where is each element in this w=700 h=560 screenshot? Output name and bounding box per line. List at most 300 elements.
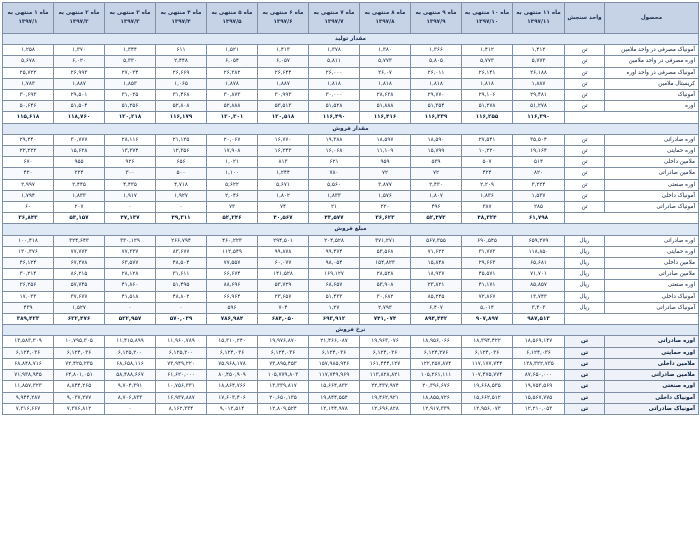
- table-row: [3, 302, 699, 313]
- value-cell: ۱۱۸,۸۵۰: [513, 246, 565, 257]
- value-cell: ۴۱,۸۶۰: [105, 280, 156, 291]
- unit-cell: تن: [565, 78, 605, 89]
- value-cell: ۵,۶۷۸: [3, 56, 54, 67]
- value-cell: ۵۹۶: [207, 302, 258, 313]
- value-cell: ۵,۳۳۰: [105, 56, 156, 67]
- value-cell: ۲۶,۶۴۴: [258, 67, 309, 78]
- value-cell: ۲۶,۳۸۲: [207, 67, 258, 78]
- table-row: [3, 157, 699, 168]
- value-cell: ۳۳۰,۱۲۹: [105, 235, 156, 246]
- value-cell: ۱,۸۰۷: [411, 190, 462, 201]
- column-header: واحد سنجش: [565, 3, 605, 34]
- value-cell: ۱,۵۲۱: [207, 45, 258, 56]
- value-cell: ۱۱,۱۰۹: [360, 146, 411, 157]
- unit-cell: تن: [565, 336, 605, 347]
- value-cell: ۱,۵۳۷: [513, 190, 565, 201]
- value-cell: ۱,۸۵۳: [105, 78, 156, 89]
- value-cell: ۳۰,۶۸۲: [360, 291, 411, 302]
- value-cell: ۵۳,۵۱۳: [258, 101, 309, 112]
- value-cell: ۰: [105, 302, 156, 313]
- table-row: [3, 280, 699, 291]
- unit-cell: ریال: [565, 258, 605, 269]
- value-cell: ۱۱۲,۵۴۹: [207, 246, 258, 257]
- product-name: اوره مصرفی در واحد ملامین: [605, 56, 699, 67]
- value-cell: ۲۳,۸۲۱: [411, 280, 462, 291]
- value-cell: ۳۰,۹۹۳: [258, 90, 309, 101]
- value-cell: ۱,۸۱۸: [411, 78, 462, 89]
- value-cell: ۸۶,۲۱۵: [54, 269, 105, 280]
- value-cell: ۱,۵۷۶: [360, 190, 411, 201]
- value-cell: ۱,۲۴۴: [258, 168, 309, 179]
- value-cell: ۱۸,۵۹۰: [411, 134, 462, 145]
- product-name: اوره حمایتی: [605, 347, 699, 358]
- unit-cell: ریال: [565, 269, 605, 280]
- value-cell: ۱۵,۳۱۰,۲۴۰: [207, 336, 258, 347]
- table-row: [3, 403, 699, 414]
- value-cell: ۷۱,۷۰۱: [513, 269, 565, 280]
- table-row: [3, 258, 699, 269]
- table-row: [3, 90, 699, 101]
- total-value-cell: ۹۸۷,۵۱۳: [513, 314, 565, 325]
- value-cell: ۸۳,۶۷۷: [156, 246, 207, 257]
- value-cell: ۱,۸۸۷: [258, 78, 309, 89]
- total-value-cell: ۴۸,۳۲۴: [462, 213, 513, 224]
- value-cell: ۴۶۰,۲۲۳: [207, 235, 258, 246]
- value-cell: ۹۸,۰۵۴: [309, 258, 360, 269]
- value-cell: ۷۷,۷۷۳: [54, 246, 105, 257]
- value-cell: ۲۶,۱۴۱: [462, 67, 513, 78]
- value-cell: ۲۲,۲۲۲: [3, 146, 54, 157]
- value-cell: ۱,۲۵۸: [3, 45, 54, 56]
- value-cell: ۱۶,۹۳۷,۸۸۷: [156, 392, 207, 403]
- value-cell: ۰: [156, 202, 207, 213]
- product-name: ملامین داخلی: [605, 157, 699, 168]
- value-cell: ۱,۳۶۶: [411, 45, 462, 56]
- table-row: [3, 146, 699, 157]
- value-cell: ۷۰۴: [258, 302, 309, 313]
- value-cell: ۷۳: [207, 202, 258, 213]
- total-value-cell: ۱۱۶,۳۳۹: [411, 112, 462, 123]
- column-header: ماه ۵ منتهی به ۱۳۹۷/۵: [207, 3, 258, 34]
- table-row: [3, 381, 699, 392]
- value-cell: ۵,۸۰۵: [411, 56, 462, 67]
- total-value-cell: ۱۲۰,۲۱۸: [105, 112, 156, 123]
- value-cell: ۹,۰۱۲,۵۱۴: [207, 403, 258, 414]
- value-cell: ۲۲,۴۳۷,۹۷۴: [360, 381, 411, 392]
- section-title-row: [3, 34, 699, 45]
- unit-cell: تن: [565, 202, 605, 213]
- total-label-cell: [565, 213, 699, 224]
- table-row: [3, 269, 699, 280]
- value-cell: ۷۷,۵۵۷: [207, 258, 258, 269]
- product-name: آمونیاک صادراتی: [605, 202, 699, 213]
- product-name: ملامین صادراتی: [605, 269, 699, 280]
- value-cell: ۵,۷۷۳: [360, 56, 411, 67]
- value-cell: ۱,۳۸۰: [360, 45, 411, 56]
- value-cell: ۴۳۹: [3, 302, 54, 313]
- unit-cell: تن: [565, 56, 605, 67]
- total-row: [3, 112, 699, 123]
- value-cell: ۷۱,۶۲۲: [411, 246, 462, 257]
- value-cell: ۱,۸۳۳: [54, 190, 105, 201]
- value-cell: ۱,۳۴۴: [105, 45, 156, 56]
- total-value-cell: ۶۱,۷۹۸: [513, 213, 565, 224]
- value-cell: ۱۰,۷۵۶,۳۳۱: [156, 381, 207, 392]
- value-cell: ۱۵,۶۶۴,۸۳۲: [309, 381, 360, 392]
- value-cell: ۴,۴۳۵: [105, 179, 156, 190]
- value-cell: ۲۹,۷۷۰: [411, 90, 462, 101]
- value-cell: ۱۹,۸۴۴,۵۵۴: [309, 392, 360, 403]
- value-cell: ۵۳,۵۶۸: [360, 246, 411, 257]
- value-cell: ۵۱,۲۷۸: [462, 101, 513, 112]
- value-cell: ۱,۰۲۱: [207, 157, 258, 168]
- value-cell: ۶,۱۲۴,۰۳۶: [462, 347, 513, 358]
- total-value-cell: ۱۱۶,۴۹۰: [309, 112, 360, 123]
- total-value-cell: ۱۱۵,۶۱۸: [3, 112, 54, 123]
- value-cell: ۹,۷۰۴,۳۹۱: [105, 381, 156, 392]
- value-cell: ۱,۸۳۶: [462, 190, 513, 201]
- value-cell: ۱۰۵,۷۷۹,۸۰۳: [258, 370, 309, 381]
- value-cell: ۴۱,۵۱۸: [105, 291, 156, 302]
- value-cell: ۱۷,۹۰۸: [207, 146, 258, 157]
- product-name: ملامین صادراتی: [605, 370, 699, 381]
- table-row: [3, 347, 699, 358]
- value-cell: ۸۰,۴۵۰,۹۰۹: [207, 370, 258, 381]
- value-cell: ۱۹,۹۷۶,۸۷۰: [258, 336, 309, 347]
- value-cell: ۱۲,۶۹۶,۸۲۸: [360, 403, 411, 414]
- value-cell: ۲۶,۰۱۱: [411, 67, 462, 78]
- section-title-row: [3, 123, 699, 134]
- value-cell: ۲۶,۶۶۹: [156, 67, 207, 78]
- total-label-cell: [565, 314, 699, 325]
- value-cell: ۷۳,۹۴۹,۲۲۰: [156, 358, 207, 369]
- value-cell: ۲۶۶,۷۹۴: [156, 235, 207, 246]
- value-cell: ۵۱,۴۹۵: [156, 280, 207, 291]
- value-cell: ۱۰,۲۲۰: [462, 146, 513, 157]
- value-cell: ۲۱,۴۶۶,۰۸۷: [309, 336, 360, 347]
- total-value-cell: ۵۲,۴۷۳: [411, 213, 462, 224]
- value-cell: ۷۸۰: [309, 168, 360, 179]
- value-cell: ۳۰,۶۹۳: [3, 90, 54, 101]
- value-cell: ۱۰,۷۹۵,۳۰۵: [54, 336, 105, 347]
- total-value-cell: ۵۲۲,۹۵۷: [105, 314, 156, 325]
- value-cell: ۲۰,۰۶۷: [207, 134, 258, 145]
- value-cell: ۳۰۰: [105, 168, 156, 179]
- unit-cell: تن: [565, 381, 605, 392]
- value-cell: ۵,۶۷۱: [258, 179, 309, 190]
- value-cell: ۰: [156, 302, 207, 313]
- value-cell: ۱,۹۱۷: [105, 190, 156, 201]
- value-cell: ۵۳,۷۲۹: [258, 280, 309, 291]
- value-cell: ۲۹,۲۴۰: [3, 134, 54, 145]
- value-cell: ۷,۳۷۶,۸۱۲: [54, 403, 105, 414]
- table-row: [3, 45, 699, 56]
- value-cell: ۱۸,۳۹۴,۴۲۲: [462, 336, 513, 347]
- value-cell: ۱۲,۳۵۶: [156, 146, 207, 157]
- value-cell: ۹۲۶: [105, 157, 156, 168]
- value-cell: ۵۱,۵۰۴: [54, 101, 105, 112]
- value-cell: ۴۲۰: [3, 168, 54, 179]
- value-cell: ۶,۰۲۰: [54, 56, 105, 67]
- unit-cell: تن: [565, 179, 605, 190]
- product-name: ملامین داخلی: [605, 258, 699, 269]
- value-cell: ۱۲,۹۱۷,۳۳۹: [411, 403, 462, 414]
- value-cell: ۱,۰۶۵: [156, 78, 207, 89]
- value-cell: ۶۵۶: [156, 157, 207, 168]
- value-cell: ۲۰,۶۵۰,۱۳۵: [258, 392, 309, 403]
- value-cell: ۱۵,۵۶۷,۷۷۵: [513, 392, 565, 403]
- value-cell: ۲,۷۹۳: [360, 302, 411, 313]
- value-cell: ۲۹,۵۰۱: [54, 90, 105, 101]
- value-cell: ۱۱۳,۸۲۸,۸۲۱: [360, 370, 411, 381]
- value-cell: ۱۹,۳۸۸: [309, 134, 360, 145]
- column-header: ماه ۹ منتهی به ۱۳۹۷/۹: [411, 3, 462, 34]
- unit-cell: تن: [565, 347, 605, 358]
- value-cell: ۱۹,۷۵۳,۵۶۹: [513, 381, 565, 392]
- value-cell: ۲,۰۴۶: [207, 190, 258, 201]
- value-cell: ۵۸,۴۸۸,۶۶۷: [105, 370, 156, 381]
- value-cell: ۴۶,۱۲۴: [3, 258, 54, 269]
- value-cell: ۹,۰۳۷,۲۷۷: [54, 392, 105, 403]
- value-cell: ۱۸,۸۶۴,۷۶۶: [207, 381, 258, 392]
- value-cell: ۶۸,۸۴۸,۷۱۶: [3, 358, 54, 369]
- unit-cell: تن: [565, 392, 605, 403]
- unit-cell: تن: [565, 101, 605, 112]
- value-cell: ۱,۱۰۰: [207, 168, 258, 179]
- section-title: مقدار فروش: [3, 123, 699, 134]
- value-cell: ۱۳,۵۸۳,۳۰۹: [3, 336, 54, 347]
- value-cell: ۱,۸۸۷: [54, 78, 105, 89]
- value-cell: ۳۰,۸۷۳: [207, 90, 258, 101]
- value-cell: ۴۵,۵۷۱: [462, 269, 513, 280]
- product-name: اوره صادراتی: [605, 336, 699, 347]
- table-row: [3, 392, 699, 403]
- unit-cell: ریال: [565, 280, 605, 291]
- section-title: مبلغ فروش: [3, 224, 699, 235]
- value-cell: ۱,۸۸۷: [513, 78, 565, 89]
- value-cell: ۲,۹۹۷: [3, 179, 54, 190]
- value-cell: ۲۲۰: [360, 202, 411, 213]
- value-cell: ۶۵,۶۸۱: [513, 258, 565, 269]
- total-row: [3, 314, 699, 325]
- value-cell: ۲۹,۶۶۳: [462, 258, 513, 269]
- value-cell: ۴۸,۸۰۲: [156, 291, 207, 302]
- column-header: ماه ۴ منتهی به ۱۳۹۷/۴: [156, 3, 207, 34]
- unit-cell: تن: [565, 67, 605, 78]
- value-cell: ۱۱,۴۱۵,۸۹۹: [105, 336, 156, 347]
- section-title-row: [3, 224, 699, 235]
- product-name: کریستال ملامین: [605, 78, 699, 89]
- product-name: ملامین داخلی: [605, 358, 699, 369]
- value-cell: ۱,۴۱۲: [462, 45, 513, 56]
- value-cell: ۷۲,۴۲۵,۲۳۵: [54, 358, 105, 369]
- table-row: [3, 190, 699, 201]
- value-cell: ۴۸,۵۰۴: [156, 258, 207, 269]
- value-cell: ۱,۴۱۲: [513, 45, 565, 56]
- value-cell: ۱۵,۸۴۸: [411, 258, 462, 269]
- unit-cell: تن: [565, 90, 605, 101]
- value-cell: ۷۴: [258, 202, 309, 213]
- value-cell: ۵۱,۴۳۳: [309, 291, 360, 302]
- product-name: آمونیاک داخلی: [605, 291, 699, 302]
- value-cell: ۱۸,۵۹۷: [360, 134, 411, 145]
- value-cell: ۶۱۱: [156, 45, 207, 56]
- table-row: [3, 370, 699, 381]
- total-value-cell: ۳۶,۸۴۳: [3, 213, 54, 224]
- value-cell: ۴۲۴: [462, 168, 513, 179]
- value-cell: ۱۸,۹۳۷: [411, 269, 462, 280]
- unit-cell: تن: [565, 45, 605, 56]
- value-cell: ۷۲: [411, 168, 462, 179]
- value-cell: ۲۹,۴۸۱: [513, 90, 565, 101]
- value-cell: ۱,۳۷۸: [309, 45, 360, 56]
- value-cell: ۳۰,۲۱۴: [3, 269, 54, 280]
- value-cell: ۱,۲۷: [309, 302, 360, 313]
- total-value-cell: ۵۷۰,۰۳۹: [156, 314, 207, 325]
- value-cell: ۸۲۰: [513, 168, 565, 179]
- column-header: ماه ۱۱ منتهی به ۱۳۹۷/۱۱: [513, 3, 565, 34]
- value-cell: ۲۶,۱۸۸: [513, 67, 565, 78]
- value-cell: ۲۰۷: [54, 202, 105, 213]
- value-cell: ۳,۲۲۴: [513, 179, 565, 190]
- value-cell: ۵۰۷: [462, 157, 513, 168]
- value-cell: ۴۱,۱۷۱: [462, 280, 513, 291]
- value-cell: ۴۹۶: [411, 202, 462, 213]
- value-cell: ۱۷,۰۳۳: [3, 291, 54, 302]
- value-cell: ۱۱,۹۶۰,۷۸۹: [156, 336, 207, 347]
- value-cell: ۳۰,۰۰۰: [309, 90, 360, 101]
- column-header: ماه ۷ منتهی به ۱۳۹۷/۷: [309, 3, 360, 34]
- table-row: [3, 291, 699, 302]
- value-cell: ۶,۱۲۴,۰۳۶: [360, 347, 411, 358]
- value-cell: ۶,۱۲۴,۰۳۶: [207, 347, 258, 358]
- column-header: ماه ۸ منتهی به ۱۳۹۷/۸: [360, 3, 411, 34]
- value-cell: ۳۷۱,۲۷۱: [360, 235, 411, 246]
- value-cell: ۲,۴۴۸: [156, 56, 207, 67]
- unit-cell: تن: [565, 358, 605, 369]
- value-cell: ۱۳,۳۳۹,۸۱۷: [258, 381, 309, 392]
- value-cell: ۷۵,۹۶۸,۱۷۸: [207, 358, 258, 369]
- total-value-cell: ۸۹۴,۴۴۲: [411, 314, 462, 325]
- product-name: اوره صادراتی: [605, 134, 699, 145]
- value-cell: ۵۲,۸۸۸: [207, 101, 258, 112]
- value-cell: ۱۰۰,۴۱۸: [3, 235, 54, 246]
- total-value-cell: ۱۱۶,۱۷۹: [156, 112, 207, 123]
- value-cell: ۶,۱۲۴,۰۳۶: [513, 347, 565, 358]
- product-name: اوره حمایتی: [605, 246, 699, 257]
- value-cell: ۱۵,۶۲۸: [54, 146, 105, 157]
- value-cell: ۳,۸۷۷: [360, 179, 411, 190]
- total-value-cell: ۵۳,۱۵۷: [54, 213, 105, 224]
- value-cell: ۱۶,۲۴۳: [258, 146, 309, 157]
- value-cell: ۱۸,۹۵۶,۰۶۶: [411, 336, 462, 347]
- value-cell: ۲۸,۵۲۸: [360, 269, 411, 280]
- total-value-cell: ۶۹۳,۹۱۲: [309, 314, 360, 325]
- value-cell: ۱۶,۰۶۸: [309, 146, 360, 157]
- value-cell: ۶,۱۲۵,۲۰۰: [105, 347, 156, 358]
- total-value-cell: ۷۸۶,۹۸۴: [207, 314, 258, 325]
- product-name: آمونیاک صادراتی: [605, 403, 699, 414]
- production-sales-table: [2, 2, 699, 415]
- total-value-cell: ۱۱۸,۷۶۰: [54, 112, 105, 123]
- value-cell: ۳۱,۰۲۵: [105, 90, 156, 101]
- unit-cell: ریال: [565, 291, 605, 302]
- value-cell: ۱,۸۱۸: [360, 78, 411, 89]
- value-cell: ۶۰,۰۷۷: [258, 258, 309, 269]
- value-cell: ۲۶,۰۰۰: [309, 67, 360, 78]
- value-cell: ۱۵۴,۸۲۳: [360, 258, 411, 269]
- value-cell: ۳,۴۰۳: [513, 302, 565, 313]
- total-value-cell: ۴۷,۱۳۷: [105, 213, 156, 224]
- value-cell: ۳۸۷: [462, 202, 513, 213]
- product-name: اوره صادراتی: [605, 235, 699, 246]
- unit-cell: تن: [565, 190, 605, 201]
- column-header: ماه ۳ منتهی به ۱۳۹۷/۳: [105, 3, 156, 34]
- value-cell: ۳۱,۴۶۸: [156, 90, 207, 101]
- value-cell: ۱۴۱,۵۲۸: [258, 269, 309, 280]
- value-cell: ۷۲,۸۶۷: [462, 291, 513, 302]
- value-cell: ۶,۱۲۴,۰۳۶: [3, 347, 54, 358]
- table-row: [3, 56, 699, 67]
- table-row: [3, 67, 699, 78]
- value-cell: ۳۵,۵۰۴: [513, 134, 565, 145]
- value-cell: ۱۵,۷۹۹: [411, 146, 462, 157]
- value-cell: ۷۷,۳۳۷: [105, 246, 156, 257]
- value-cell: ۶,۰۵۷: [258, 56, 309, 67]
- value-cell: ۲۹,۱۰۶: [462, 90, 513, 101]
- value-cell: ۱۳,۷۴۳: [513, 291, 565, 302]
- table-row: [3, 246, 699, 257]
- value-cell: ۶,۱۲۵,۲۰۰: [156, 347, 207, 358]
- table-row: [3, 101, 699, 112]
- product-name: آمونیاک مصرفی در واحد اوره: [605, 67, 699, 78]
- value-cell: ۹۹,۸۷۸: [258, 246, 309, 257]
- header-row: [3, 3, 699, 34]
- value-cell: ۳۱,۶۱۱: [156, 269, 207, 280]
- value-cell: ۵,۵۶۰: [309, 179, 360, 190]
- unit-cell: تن: [565, 157, 605, 168]
- product-name: ملامین صادراتی: [605, 168, 699, 179]
- value-cell: ۱۳,۳۷۴: [105, 146, 156, 157]
- product-name: آمونیاک: [605, 90, 699, 101]
- value-cell: ۷۲: [360, 168, 411, 179]
- total-value-cell: ۳۸۹,۴۲۳: [3, 314, 54, 325]
- value-cell: ۲۰,۳۹۶,۶۷۶: [411, 381, 462, 392]
- value-cell: ۹,۹۴۴,۲۸۷: [3, 392, 54, 403]
- value-cell: ۱,۸۰۲: [258, 190, 309, 201]
- value-cell: ۵,۷۷۳: [513, 56, 565, 67]
- value-cell: ۶۸,۶۵۸,۱۱۶: [105, 358, 156, 369]
- total-value-cell: ۹۰۷,۸۹۷: [462, 314, 513, 325]
- unit-cell: ریال: [565, 235, 605, 246]
- total-value-cell: ۶۸۴,۰۵۰: [258, 314, 309, 325]
- total-value-cell: ۱۱۶,۲۵۵: [462, 112, 513, 123]
- value-cell: ۵,۶۲۲: [207, 179, 258, 190]
- value-cell: ۱۶۹,۱۲۷: [309, 269, 360, 280]
- value-cell: ۱۱,۸۵۷,۳۲۳: [3, 381, 54, 392]
- value-cell: ۱,۵۲۷: [54, 302, 105, 313]
- value-cell: ۱۹,۱۶۴: [513, 146, 565, 157]
- value-cell: ۶۶,۹۶۴: [207, 291, 258, 302]
- table-row: [3, 168, 699, 179]
- value-cell: ۲۱,۱۲۵: [156, 134, 207, 145]
- total-value-cell: ۱۲۰,۵۱۸: [258, 112, 309, 123]
- value-cell: ۱۵,۶۶۲,۵۱۲: [462, 392, 513, 403]
- value-cell: ۵۱۴: [513, 157, 565, 168]
- value-cell: ۶۴,۸۰۱,۰۵۱: [54, 370, 105, 381]
- value-cell: ۲۷,۵۴۱: [462, 134, 513, 145]
- unit-cell: تن: [565, 134, 605, 145]
